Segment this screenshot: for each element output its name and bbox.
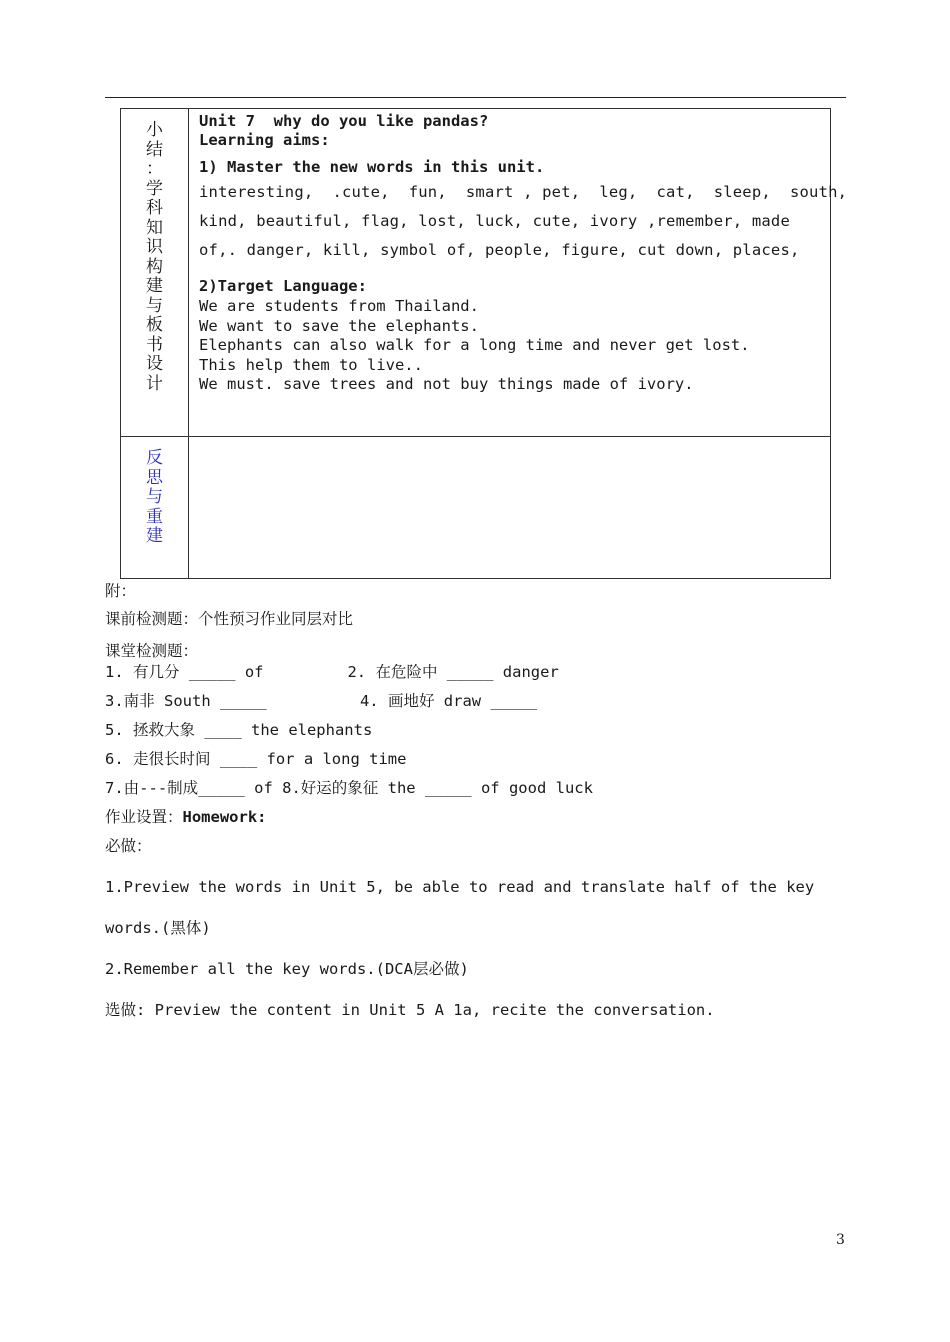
summary-label-cell: [121, 109, 189, 437]
sentence: Elephants can also walk for a long time and never get lost.: [199, 336, 750, 354]
appendix-label: 附：: [105, 582, 137, 600]
word-list: [199, 178, 848, 265]
reflection-label-cell: [121, 437, 189, 579]
homework-heading: [105, 803, 850, 832]
page-number: 3: [836, 1232, 845, 1248]
sentence: This help them to live..: [199, 355, 423, 374]
homework-en-label: Homework:: [182, 808, 267, 826]
summary-row: [121, 109, 831, 437]
sentence: We must. save trees and not buy things made of ivory.: [199, 375, 694, 393]
optional-homework: 选做: Preview the content in Unit 5 A 1a, recite the conversation.: [105, 1001, 715, 1019]
sentence-list: [199, 297, 830, 395]
class-test-heading: 课堂检测题：: [105, 642, 199, 660]
sentence: We want to save the elephants.: [199, 316, 479, 335]
exercise-item: 1. 有几分 _____ of 2. 在危险中 _____ danger: [105, 663, 559, 681]
exercise-item: 3.南非 South _____ 4. 画地好 draw _____: [105, 692, 538, 710]
exercise-list: [105, 658, 850, 803]
summary-label: 小 结 ： 学 科 知 识 构 建 与 板 书 设 计: [146, 120, 163, 394]
word-line: interesting, .cute, fun, smart , pet, leg, cat, sleep, south,: [199, 183, 848, 201]
homework-item-1: 1.Preview the words in Unit 5, be able to read and translate half of the key words.(黑体): [105, 878, 815, 937]
reflection-content-cell: [189, 437, 831, 579]
reflection-label: 反 思 与 重 建: [146, 448, 163, 546]
word-line: kind, beautiful, flag, lost, luck, cute, ivory ,remember, made: [199, 212, 790, 230]
required-label: 必做：: [105, 837, 152, 855]
pre-test-heading: 课前检测题：个性预习作业同层对比: [105, 610, 354, 628]
master-words-heading: 1) Master the new words in this unit.: [199, 158, 545, 176]
homework-item-2: 2.Remember all the key words.(DCA层必做): [105, 960, 469, 978]
unit-title: Unit 7 why do you like pandas?: [199, 112, 489, 130]
summary-content-cell: [189, 109, 848, 437]
summary-table: [120, 108, 848, 579]
exercise-item: 7.由---制成_____ of 8.好运的象征 the _____ of good luck: [105, 779, 593, 797]
header-rule: [105, 97, 846, 98]
reflection-row: [121, 437, 831, 579]
homework-label: 作业设置：: [105, 808, 183, 826]
target-language-heading: 2)Target Language:: [199, 277, 367, 295]
exercise-item: 6. 走很长时间 ____ for a long time: [105, 750, 407, 768]
learning-aims-label: Learning aims:: [199, 131, 330, 149]
exercise-item: 5. 拯救大象 ____ the elephants: [105, 721, 373, 739]
appendix: [105, 578, 850, 1031]
word-line: of,. danger, kill, symbol of, people, figure, cut down, places,: [199, 241, 800, 259]
sentence: We are students from Thailand.: [199, 297, 479, 315]
